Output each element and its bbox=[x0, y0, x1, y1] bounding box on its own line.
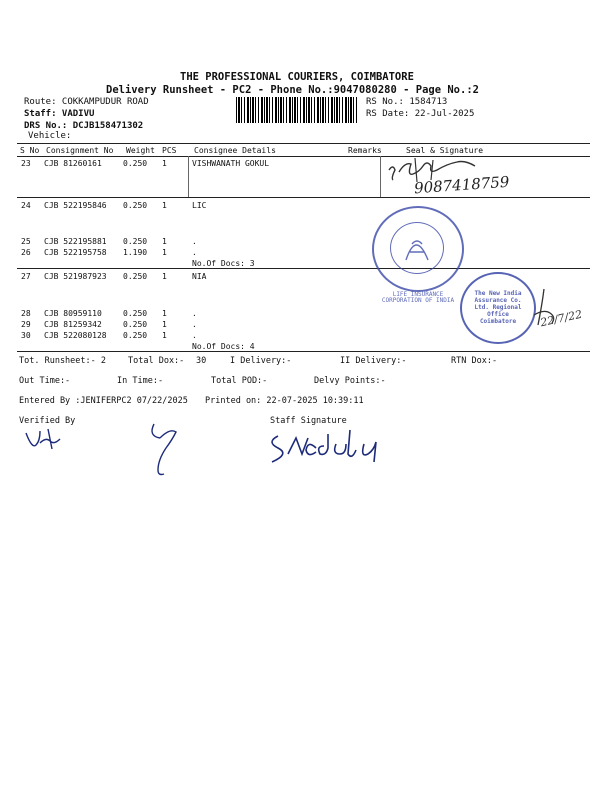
table-header-rule bbox=[17, 156, 590, 157]
staff-signature bbox=[264, 424, 424, 464]
col-weight: Weight bbox=[126, 146, 155, 155]
row-pcs: 1 bbox=[162, 320, 167, 329]
lic-emblem-icon bbox=[402, 230, 432, 264]
table-row bbox=[0, 159, 600, 171]
row-consignee: VISHWANATH GOKUL bbox=[192, 159, 270, 168]
delvy-points: Delvy Points:- bbox=[314, 376, 386, 386]
rtn-dox: RTN Dox:- bbox=[451, 356, 498, 366]
table-bottom-rule bbox=[17, 351, 590, 352]
row-rule bbox=[17, 268, 590, 269]
row-weight: 0.250 bbox=[123, 320, 148, 329]
row-sno: 27 bbox=[21, 272, 31, 281]
row-weight: 0.250 bbox=[123, 331, 148, 340]
row-consignment: CJB 521987923 bbox=[44, 272, 107, 281]
col-remarks: Remarks bbox=[348, 146, 382, 155]
row-consignee: . bbox=[192, 309, 197, 318]
table-row bbox=[0, 248, 600, 260]
in-time: In Time:- bbox=[117, 376, 164, 386]
verifier-initials bbox=[146, 420, 182, 476]
row-weight: 1.190 bbox=[123, 248, 148, 257]
row-weight: 0.250 bbox=[123, 309, 148, 318]
row-consignment: CJB 81259342 bbox=[44, 320, 102, 329]
runsheet-subtitle: Delivery Runsheet - PC2 - Phone No.:9047080280 - Page No.:2 bbox=[106, 84, 479, 96]
i-delivery: I Delivery:- bbox=[230, 356, 292, 366]
row-consignment: CJB 80959110 bbox=[44, 309, 102, 318]
drs-number: DRS No.: DCJB158471302 bbox=[24, 121, 144, 131]
printed-on: Printed on: 22-07-2025 10:39:11 bbox=[205, 396, 364, 406]
company-name: THE PROFESSIONAL COURIERS, COIMBATORE bbox=[180, 71, 414, 83]
row-pcs: 1 bbox=[162, 331, 167, 340]
row-weight: 0.250 bbox=[123, 159, 148, 168]
row-consignment: CJB 81260161 bbox=[44, 159, 102, 168]
row-pcs: 1 bbox=[162, 237, 167, 246]
row-consignment: CJB 522195846 bbox=[44, 201, 107, 210]
nia-stamp-text: The New India Assurance Co. Ltd. Regional Office Coimbatore bbox=[474, 290, 522, 325]
row-pcs: 1 bbox=[162, 309, 167, 318]
staff-label: Staff: VADIVU bbox=[24, 109, 95, 119]
rs-date: RS Date: 22-Jul-2025 bbox=[366, 109, 475, 119]
row-consignee: . bbox=[192, 331, 197, 340]
row-consignee: NIA bbox=[192, 272, 207, 281]
row-consignment: CJB 522195758 bbox=[44, 248, 107, 257]
row-weight: 0.250 bbox=[123, 201, 148, 210]
row-sno: 30 bbox=[21, 331, 31, 340]
row-pcs: 1 bbox=[162, 159, 167, 168]
lic-stamp bbox=[372, 206, 464, 304]
row-consignment: CJB 522195881 bbox=[44, 237, 107, 246]
nia-doc-count: No.Of Docs: 4 bbox=[192, 342, 255, 351]
col-consignment: Consignment No bbox=[46, 146, 114, 155]
row-sno: 23 bbox=[21, 159, 31, 168]
total-runsheet: Tot. Runsheet:- 2 bbox=[19, 356, 106, 366]
row-consignee: LIC bbox=[192, 201, 207, 210]
out-time: Out Time:- bbox=[19, 376, 71, 386]
verified-by-label: Verified By bbox=[19, 416, 76, 426]
rs-number: RS No.: 1584713 bbox=[366, 97, 448, 107]
barcode-image bbox=[236, 97, 358, 123]
row-consignee: . bbox=[192, 237, 197, 246]
row-pcs: 1 bbox=[162, 272, 167, 281]
handwritten-phone: 9087418759 bbox=[413, 172, 510, 198]
row-pcs: 1 bbox=[162, 201, 167, 210]
row-weight: 0.250 bbox=[123, 237, 148, 246]
col-consignee-details: Consignee Details bbox=[194, 146, 276, 155]
row-consignment: CJB 522080128 bbox=[44, 331, 107, 340]
route-label: Route: COKKAMPUDUR ROAD bbox=[24, 97, 149, 107]
handwritten-date: 22/7/22 bbox=[539, 307, 584, 330]
col-pcs: PCS bbox=[162, 146, 177, 155]
row-sno: 29 bbox=[21, 320, 31, 329]
vehicle-label: Vehicle: bbox=[28, 131, 72, 141]
nia-stamp bbox=[460, 272, 536, 344]
row-sno: 24 bbox=[21, 201, 31, 210]
row-sno: 25 bbox=[21, 237, 31, 246]
row-sno: 26 bbox=[21, 248, 31, 257]
row-rule bbox=[17, 197, 590, 198]
total-dox-label: Total Dox:- bbox=[128, 356, 185, 366]
col-seal-signature: Seal & Signature bbox=[406, 146, 484, 155]
ii-delivery: II Delivery:- bbox=[340, 356, 407, 366]
total-pod: Total POD:- bbox=[211, 376, 268, 386]
total-dox-value: 30 bbox=[196, 356, 207, 366]
lic-stamp-text: LIFE INSURANCE CORPORATION OF INDIA bbox=[381, 291, 455, 304]
col-sno: S No bbox=[20, 146, 40, 155]
row-consignee: . bbox=[192, 248, 197, 257]
verifier-signature bbox=[24, 425, 64, 453]
row-weight: 0.250 bbox=[123, 272, 148, 281]
row-sno: 28 bbox=[21, 309, 31, 318]
lic-doc-count: No.Of Docs: 3 bbox=[192, 259, 255, 268]
table-row bbox=[0, 201, 600, 213]
staff-signature-label: Staff Signature bbox=[270, 416, 347, 426]
table-top-rule bbox=[17, 143, 590, 144]
entered-by: Entered By :JENIFERPC2 07/22/2025 bbox=[19, 396, 188, 406]
row-pcs: 1 bbox=[162, 248, 167, 257]
row-consignee: . bbox=[192, 320, 197, 329]
